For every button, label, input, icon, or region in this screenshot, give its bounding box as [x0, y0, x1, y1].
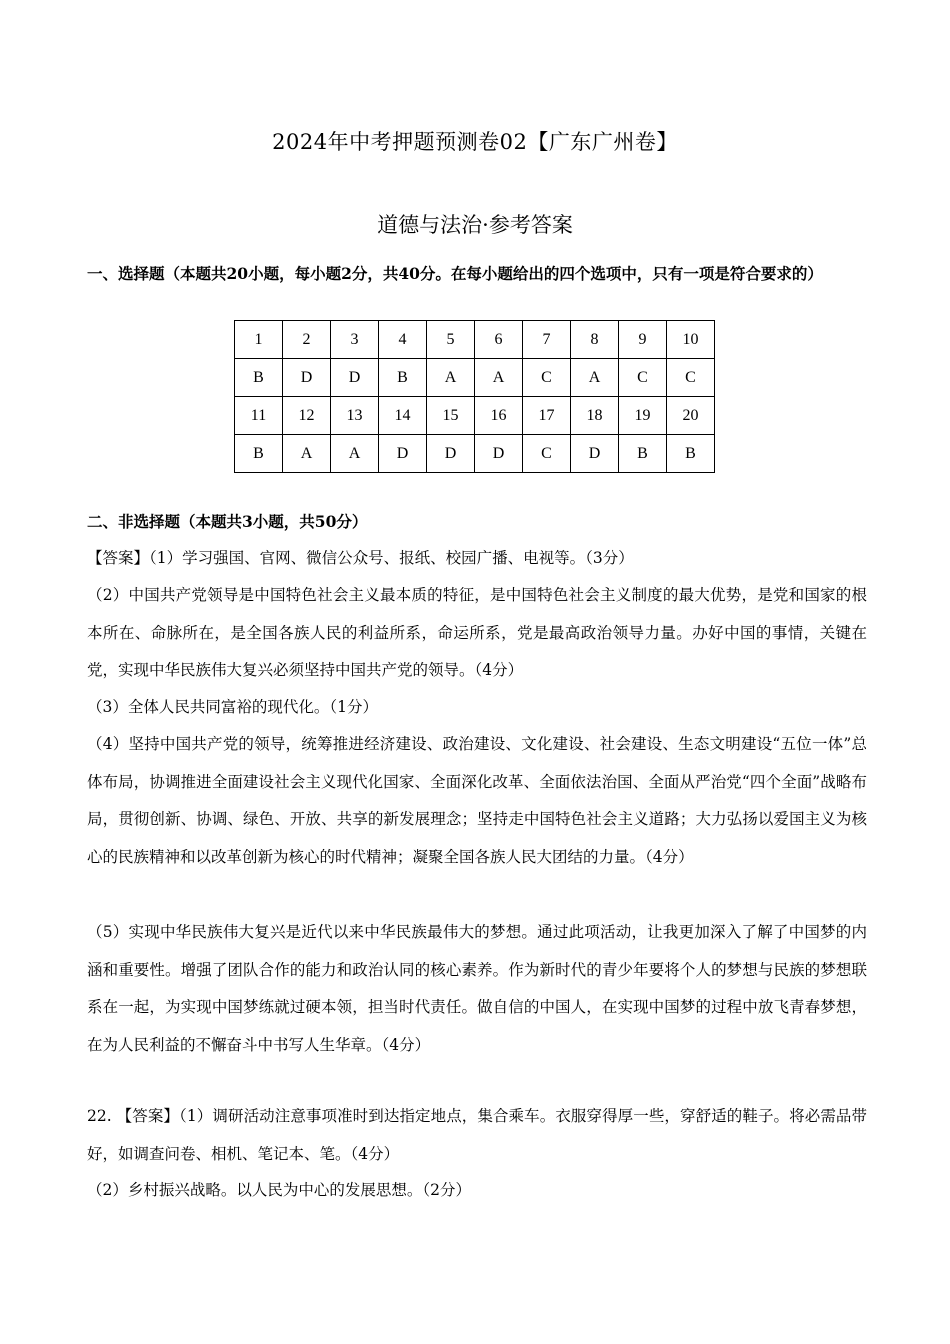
table-cell: 4 — [379, 321, 427, 359]
table-row — [235, 397, 715, 435]
table-cell: B — [667, 435, 715, 473]
answer-paragraph-5: （5）实现中华民族伟大复兴是近代以来中华民族最伟大的梦想。通过此项活动，让我更加深入了解了中国梦的内涵和重要性。增强了团队合作的能力和政治认同的核心素养。作为新时代的青少年要将个人的梦想与民族的梦想联系在一起，为实现中国梦练就过硬本领，担当时代责任。做自信的中国人，在实现中国梦的过程中放飞青春梦想，在为人民利益的不懈奋斗中书写人生华章。（4分） — [87, 923, 867, 1054]
table-cell: A — [283, 435, 331, 473]
table-cell: C — [523, 359, 571, 397]
table-cell: 12 — [283, 397, 331, 435]
table-cell: 19 — [619, 397, 667, 435]
table-cell: B — [235, 435, 283, 473]
table-cell: 1 — [235, 321, 283, 359]
table-cell: 9 — [619, 321, 667, 359]
section2-heading: 二、非选择题（本题共3小题，共50分） — [87, 512, 368, 531]
table-row — [235, 359, 715, 397]
table-cell: C — [667, 359, 715, 397]
table-cell: B — [619, 435, 667, 473]
table-cell: A — [331, 435, 379, 473]
answer-paragraph-3: （3）全体人民共同富裕的现代化。（1分） — [87, 698, 378, 716]
q22-paragraph-2: （2）乡村振兴战略。以人民为中心的发展思想。（2分） — [87, 1181, 471, 1199]
table-cell: 2 — [283, 321, 331, 359]
table-cell: C — [523, 435, 571, 473]
table-cell: A — [475, 359, 523, 397]
answer-table — [234, 320, 715, 473]
page-subtitle: 道德与法治·参考答案 — [377, 213, 573, 237]
table-cell: D — [283, 359, 331, 397]
table-cell: D — [427, 435, 475, 473]
table-cell: 5 — [427, 321, 475, 359]
table-cell: C — [619, 359, 667, 397]
table-cell: 16 — [475, 397, 523, 435]
answer-paragraph-1: 【答案】（1）学习强国、官网、微信公众号、报纸、校园广播、电视等。（3分） — [87, 549, 634, 567]
table-cell: 17 — [523, 397, 571, 435]
table-cell: D — [379, 435, 427, 473]
table-cell: 10 — [667, 321, 715, 359]
answer-paragraph-4: （4）坚持中国共产党的领导，统筹推进经济建设、政治建设、文化建设、社会建设、生态文明建设“五位一体”总体布局，协调推进全面建设社会主义现代化国家、全面深化改革、全面依法治国、全面从严治党“四个全面”战略布局，贯彻创新、协调、绿色、开放、共享的新发展理念；坚持走中国特色社会主义道路；大力弘扬以爱国主义为核心的民族精神和以改革创新为核心的时代精神；凝聚全国各族人民大团结的力量。（4分） — [87, 735, 867, 866]
table-row — [235, 321, 715, 359]
table-cell: D — [475, 435, 523, 473]
table-cell: 15 — [427, 397, 475, 435]
answer-paragraph-2: （2）中国共产党领导是中国特色社会主义最本质的特征，是中国特色社会主义制度的最大优势，是党和国家的根本所在、命脉所在，是全国各族人民的利益所系，命运所系，党是最高政治领导力量。办好中国的事情，关键在党，实现中华民族伟大复兴必须坚持中国共产党的领导。（4分） — [87, 586, 867, 679]
page-title: 2024年中考押题预测卷02【广东广州卷】 — [272, 130, 678, 154]
table-cell: A — [571, 359, 619, 397]
table-cell: 6 — [475, 321, 523, 359]
table-cell: 11 — [235, 397, 283, 435]
table-cell: B — [379, 359, 427, 397]
table-cell: A — [427, 359, 475, 397]
table-cell: D — [571, 435, 619, 473]
table-cell: 7 — [523, 321, 571, 359]
table-cell: 13 — [331, 397, 379, 435]
table-cell: B — [235, 359, 283, 397]
table-cell: 14 — [379, 397, 427, 435]
q22-paragraph-1: 22. 【答案】（1）调研活动注意事项准时到达指定地点，集合乘车。衣服穿得厚一些，穿舒适的鞋子。将必需品带好，如调查问卷、相机、笔记本、笔。（4分） — [87, 1107, 867, 1163]
section1-heading: 一、选择题（本题共20小题，每小题2分，共40分。在每小题给出的四个选项中，只有一项是符合要求的） — [87, 264, 823, 283]
table-cell: D — [331, 359, 379, 397]
table-cell: 3 — [331, 321, 379, 359]
table-cell: 20 — [667, 397, 715, 435]
table-cell: 8 — [571, 321, 619, 359]
table-row — [235, 435, 715, 473]
table-cell: 18 — [571, 397, 619, 435]
